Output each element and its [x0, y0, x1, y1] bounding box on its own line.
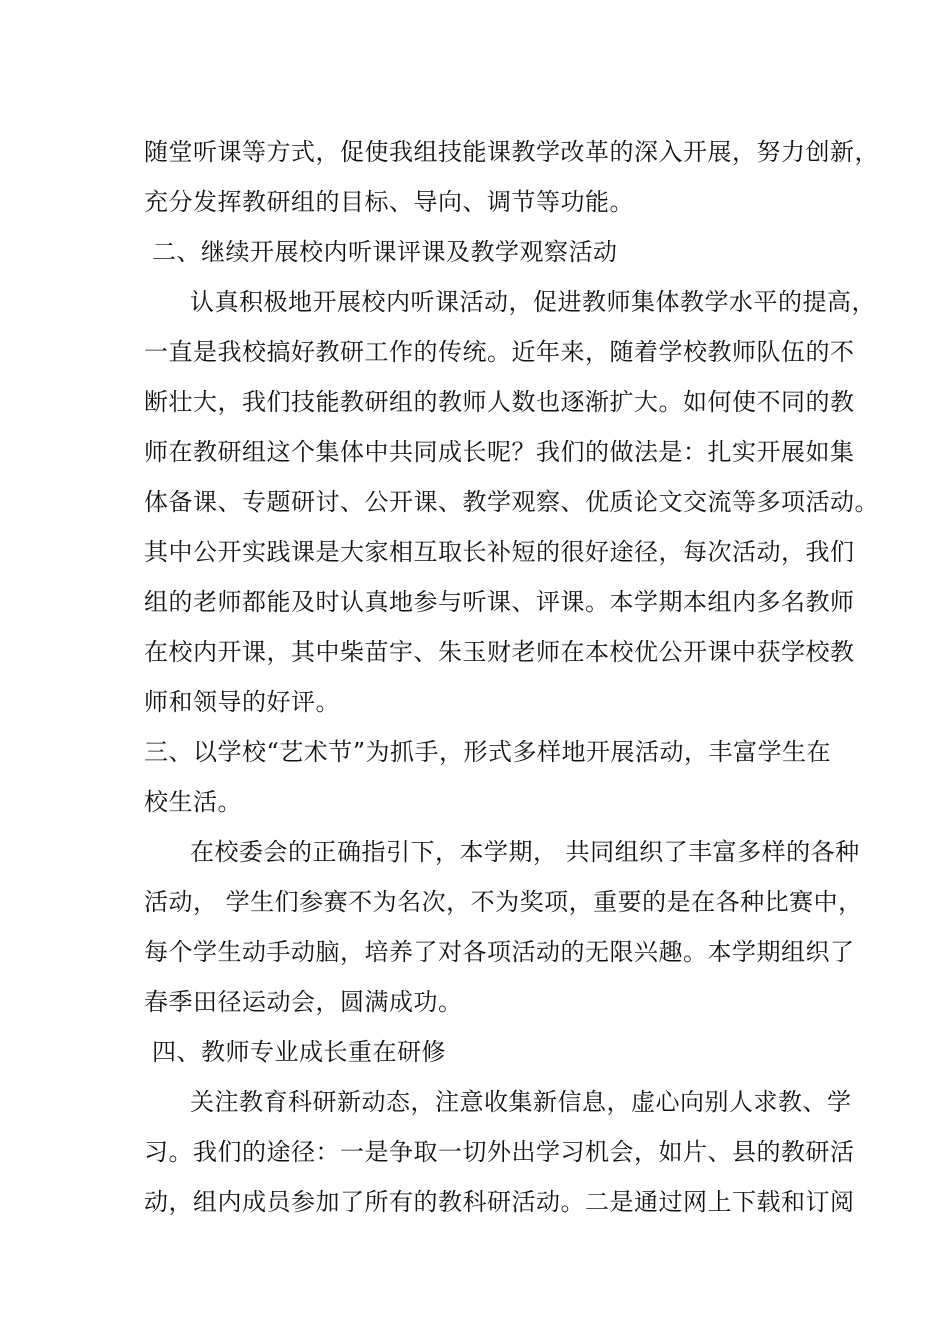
body-text-line: 其中公开实践课是大家相互取长补短的很好途径，每次活动，我们	[144, 538, 855, 566]
body-text-line: 一直是我校搞好教研工作的传统。近年来，随着学校教师队伍的不	[144, 338, 855, 366]
body-text-line: 随堂听课等方式，促使我组技能课教学改革的深入开展，努力创新，	[144, 138, 879, 166]
body-text-line: 活动， 学生们参赛不为名次，不为奖项，重要的是在各种比赛中，	[144, 888, 863, 916]
body-text-line: 春季田径运动会，圆满成功。	[144, 988, 463, 1016]
body-text-line: 组的老师都能及时认真地参与听课、评课。本学期本组内多名教师	[144, 588, 855, 616]
body-text-line: 动，组内成员参加了所有的教科研活动。二是通过网上下载和订阅	[144, 1188, 855, 1216]
body-text-line: 充分发挥教研组的目标、导向、调节等功能。	[144, 188, 634, 216]
body-text-line: 关注教育科研新动态，注意收集新信息，虚心向别人求教、学	[190, 1088, 852, 1116]
body-text-line: 师和领导的好评。	[144, 688, 340, 716]
body-text-line: 每个学生动手动脑，培养了对各项活动的无限兴趣。本学期组织了	[144, 938, 855, 966]
body-text-line: 体备课、专题研讨、公开课、教学观察、优质论文交流等多项活动。	[144, 488, 879, 516]
body-text-line: 在校内开课，其中柴苗宇、朱玉财老师在本校优公开课中获学校教	[144, 638, 855, 666]
body-text-line: 认真积极地开展校内听课活动，促进教师集体教学水平的提高，	[190, 288, 876, 316]
section-heading: 二、继续开展校内听课评课及教学观察活动	[152, 238, 618, 266]
section-heading: 四、教师专业成长重在研修	[152, 1038, 446, 1066]
section-heading: 校生活。	[144, 788, 242, 816]
body-text-line: 在校委会的正确指引下，本学期， 共同组织了丰富多样的各种	[190, 838, 860, 866]
body-text-line: 师在教研组这个集体中共同成长呢？我们的做法是：扎实开展如集	[144, 438, 855, 466]
section-heading: 三、以学校“艺术节”为抓手，形式多样地开展活动，丰富学生在	[144, 738, 832, 766]
body-text-line: 断壮大，我们技能教研组的教师人数也逐渐扩大。如何使不同的教	[144, 388, 855, 416]
body-text-line: 习。我们的途径：一是争取一切外出学习机会，如片、县的教研活	[144, 1138, 855, 1166]
